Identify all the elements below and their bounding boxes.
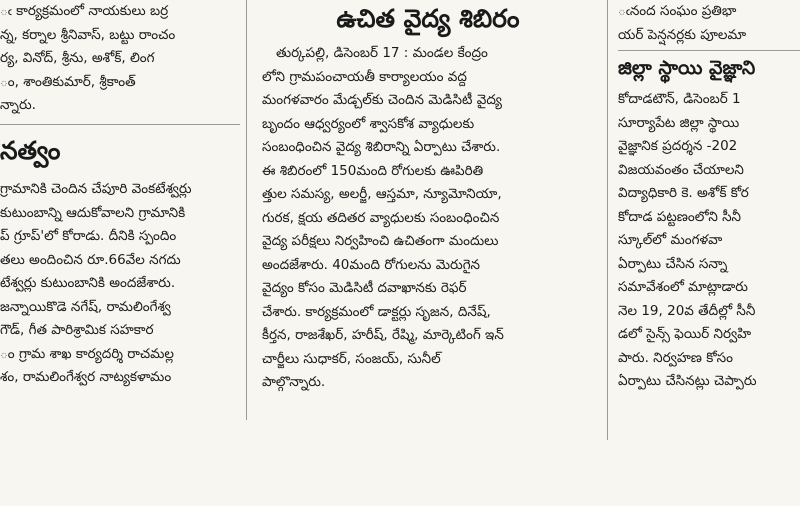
column-rule-right [607, 0, 608, 440]
text-line: బృందం ఆధ్వర్యంలో శ్వాసకోశ వ్యాధులకు [262, 115, 475, 132]
text-line: చేశారు. కార్యక్రమంలో డాక్టర్లు సృజన, దినేష్, [262, 303, 491, 320]
text-line: ం గ్రామ శాఖ కార్యదర్శి రాచమల్ల [0, 345, 175, 362]
text-line: వైజ్ఞానిక ప్రదర్శన -202 [618, 138, 738, 154]
text-line: కుటుంబాన్ని ఆదుకోవాలని గ్రామానికి [0, 204, 186, 221]
article-headline: ఉచిత వైద్య శిబిరం [336, 4, 520, 33]
left-top-paragraph [0, 0, 240, 118]
text-line: వైద్యం కోసం మెడిసిటీ దవాఖానకు రెఫర్ [262, 280, 467, 296]
text-line: నెల 19, 20వ తేదీల్లో సీనీ [618, 302, 756, 319]
text-line: గురక, క్షయ తదితర వ్యాధులకు సంబంధించిన [262, 209, 500, 226]
text-line: జన్నాయికొడె నగేష్, రామలింగేశ్వ [0, 298, 171, 315]
text-line: ర్య, వినోద్, శ్రీను, అశోక్, లింగ [0, 50, 155, 66]
text-line: గౌడ్, గీత పారిశ్రామిక సహకార [0, 322, 154, 338]
text-line: చార్జీలు సుధాకర్, సంజయ్, సునీల్ [262, 350, 441, 367]
text-line: తుర్కపల్లి, డిసెంబర్ 17 : మండల కేంద్రం [276, 45, 488, 61]
text-line: వైద్య పరీక్షలు నిర్వహించి ఉచితంగా మందులు [262, 233, 499, 249]
text-line: ఏర్పాటు చేసినట్లు చెప్పారు [618, 373, 757, 389]
text-line: స్కూల్‌లో మంగళవా [618, 232, 723, 248]
text-line: న్న, కర్నాల శ్రీనివాస్, బట్టు రాంచం [0, 26, 176, 43]
column-rule-left [246, 0, 247, 420]
text-line: లోని గ్రామపంచాయతీ కార్యాలయం వద్ద [262, 68, 467, 85]
text-line: టేశ్వర్లు కుటుంబానికి అందజేశారు. [0, 275, 176, 291]
text-line: సూర్యాపేట జిల్లా స్థాయి [618, 114, 740, 131]
right-top-paragraph [618, 0, 800, 47]
text-line: త్తుల సమస్య, అలర్జీ, ఆస్తమా, న్యూమోనియా, [262, 186, 502, 202]
text-line: విద్యాధికారి కె. అశోక్ కోర [618, 185, 749, 201]
text-line: శం, రామలింగేశ్వర నాట్యకళామం [0, 369, 172, 385]
text-line: ఁ కార్యక్రమంలో నాయకులు బర్ర [0, 3, 169, 19]
text-line: ప్ గ్రూప్'లో కోరాడు. దీనికి స్పందిం [0, 228, 177, 244]
left-column [0, 0, 240, 420]
text-line: పాల్గొన్నారు. [262, 374, 326, 390]
section-divider [0, 124, 240, 125]
article-heading: నత్వం [0, 136, 61, 165]
text-line: న్నారు. [0, 97, 36, 113]
text-line: ఁనంద సంఘం ప్రతిభా [618, 3, 737, 19]
text-line: మంగళవారం మేడ్చల్‌కు చెందిన మెడిసిటీ వైద్య [262, 92, 502, 108]
center-article [262, 0, 594, 440]
left-article-body [0, 178, 240, 390]
section-divider [618, 50, 800, 51]
text-line: ం, శాంతికుమార్, శ్రీకాంత్ [0, 73, 136, 90]
article-heading: జిల్లా స్థాయి వైజ్ఞాని [618, 57, 756, 79]
text-line: సమావేశంలో మాట్లాడారు [618, 279, 748, 295]
text-line: డలో సైన్స్ ఫెయిర్ నిర్వహి [618, 326, 752, 342]
text-line: తలు అందించిన రూ.66వేల నగదు [0, 251, 181, 268]
text-line: కోదాడటౌన్, డిసెంబర్ 1 [618, 91, 741, 107]
text-line: సంబంధించిన వైద్య శిబిరాన్ని ఏర్పాటు చేశారు. [262, 139, 501, 155]
text-line: పారు. నిర్వహణ కోసం [618, 349, 733, 366]
text-line: ఈ శిబిరంలో 150మంది రోగులకు ఊపిరితి [262, 162, 484, 179]
text-line: కోదాడ పట్టణంలోని సీనీ [618, 208, 742, 225]
text-line: ఏర్పాటు చేసిన సన్నా [618, 255, 728, 272]
right-column [618, 0, 800, 440]
text-line: కీర్తన, రాజశేఖర్, హరీష్, రేష్మి, మార్కెటింగ్ ఇన్ [262, 327, 504, 343]
right-article-body [618, 88, 800, 394]
text-line: యర్ పెన్షనర్లకు పూలమా [618, 26, 747, 43]
text-line: విజయవంతం చేయాలని [618, 161, 744, 178]
text-line: అందజేశారు. 40మంది రోగులను మెరుగైన [262, 256, 481, 273]
article-body [262, 42, 594, 395]
text-line: గ్రామానికి చెందిన చేపూరి వెంకటేశ్వర్లు [0, 181, 192, 197]
